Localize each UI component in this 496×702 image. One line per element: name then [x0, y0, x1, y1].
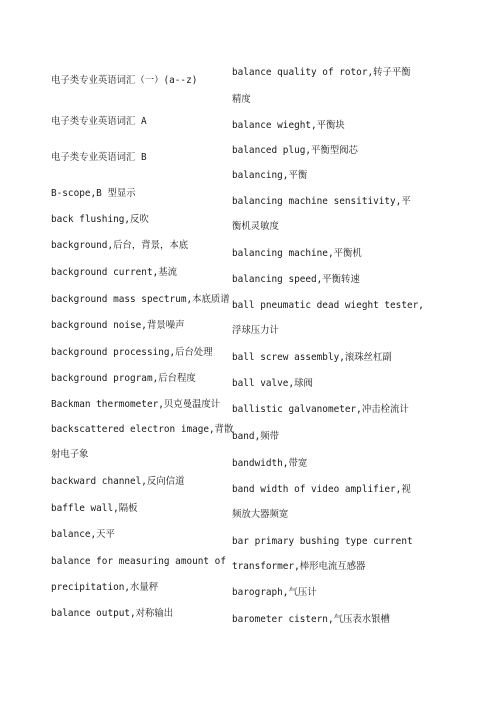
glossary-entry: barograph,气压计	[232, 587, 317, 598]
glossary-entry: ball screw assembly,滚珠丝杠副	[232, 352, 392, 363]
glossary-entry: balancing machine,平衡机	[232, 248, 362, 259]
glossary-entry: background noise,背景噪声	[51, 320, 185, 331]
glossary-entry: bar primary bushing type current	[232, 536, 413, 547]
glossary-entry: balancing,平衡	[232, 170, 308, 181]
glossary-entry: balance for measuring amount of	[51, 556, 226, 567]
glossary-entry: background processing,后台处理	[51, 347, 213, 358]
glossary-entry-continued: transformer,棒形电流互感器	[232, 561, 366, 572]
glossary-entry-continued: precipitation,水量秤	[51, 582, 159, 593]
glossary-entry: ball valve,球阀	[232, 378, 313, 389]
heading-glossary-a-z: 电子类专业英语词汇（一）(a--z)	[51, 75, 198, 86]
glossary-entry: background,后台，背景，本底	[51, 240, 189, 251]
glossary-entry: backward channel,反向信道	[51, 476, 185, 487]
glossary-entry-continued: 精度	[232, 94, 251, 105]
glossary-entry: back flushing,反吹	[51, 214, 149, 225]
glossary-entry: baffle wall,隔板	[51, 503, 138, 514]
glossary-entry: bandwidth,带宽	[232, 458, 308, 469]
glossary-entry-continued: 频放大器频宽	[232, 509, 289, 520]
glossary-entry-continued: 衡机灵敏度	[232, 221, 279, 232]
glossary-entry: balance wieght,平衡块	[232, 120, 345, 131]
glossary-entry: balance,天平	[51, 529, 115, 540]
glossary-entry: Backman thermometer,贝克曼温度计	[51, 399, 221, 410]
glossary-entry: background current,基流	[51, 267, 177, 278]
glossary-entry: ball pneumatic dead wieght tester,	[232, 300, 424, 311]
glossary-entry-continued: 浮球压力计	[232, 325, 279, 336]
glossary-entry: balancing speed,平衡转速	[232, 274, 360, 285]
glossary-entry: barometer cistern,气压表水银槽	[232, 614, 390, 625]
glossary-entry: balanced plug,平衡型阀芯	[232, 145, 358, 156]
glossary-entry: background program,后台程度	[51, 373, 196, 384]
glossary-entry: ballistic galvanometer,冲击栓流计	[232, 404, 409, 415]
glossary-entry: background mass spectrum,本底质谱	[51, 294, 230, 305]
glossary-entry: balance quality of rotor,转子平衡	[232, 67, 411, 78]
glossary-entry: backscattered electron image,背散	[51, 424, 234, 435]
glossary-entry: balancing machine sensitivity,平	[232, 196, 411, 207]
heading-glossary-a: 电子类专业英语词汇 A	[51, 116, 147, 127]
glossary-entry: B-scope,B 型显示	[51, 188, 136, 199]
glossary-entry: band,频带	[232, 431, 279, 442]
heading-glossary-b: 电子类专业英语词汇 B	[51, 152, 147, 163]
glossary-entry: balance output,对称输出	[51, 608, 174, 619]
glossary-entry: band width of video amplifier,视	[232, 484, 411, 495]
glossary-entry-continued: 射电子象	[51, 449, 89, 460]
